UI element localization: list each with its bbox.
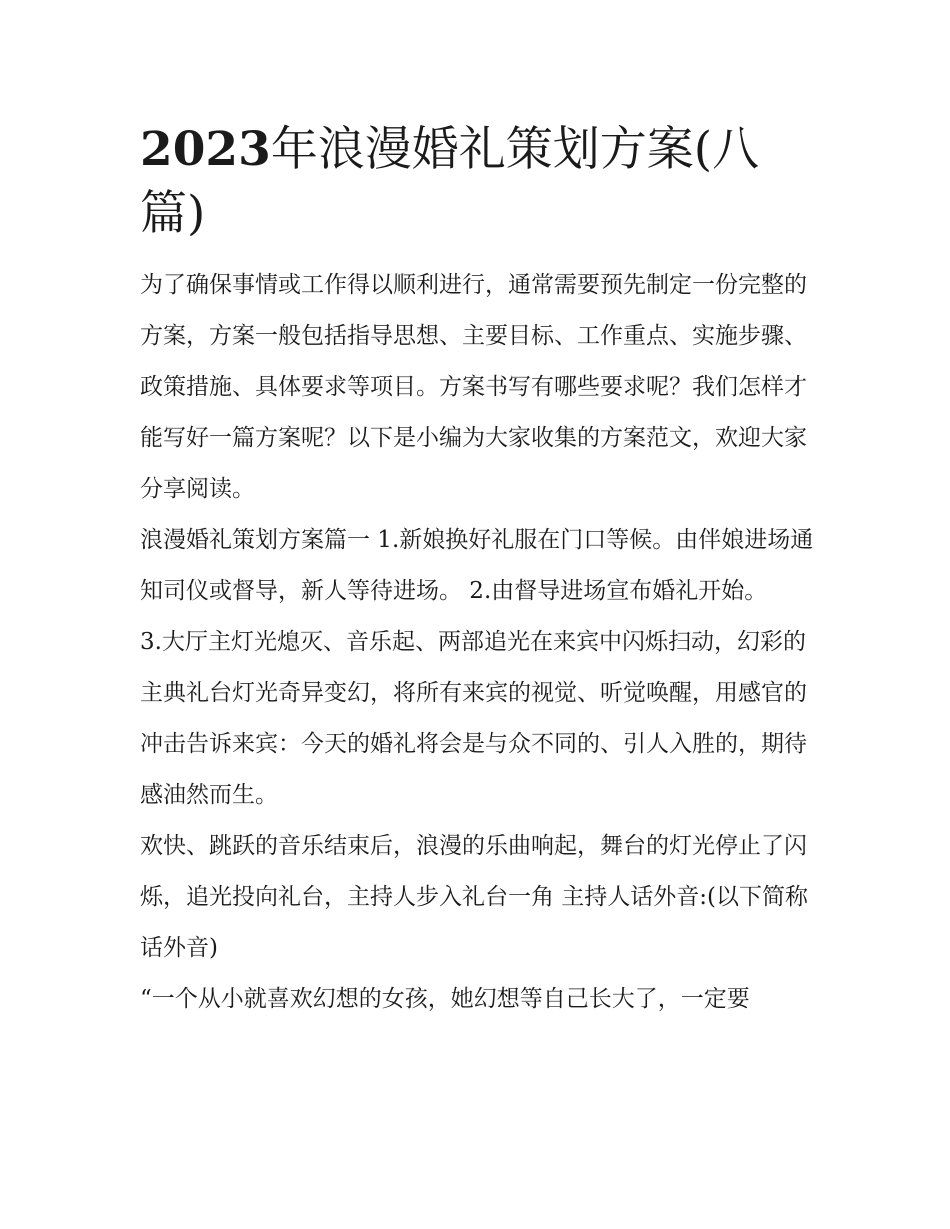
paragraph-intro: 为了确保事情或工作得以顺利进行，通常需要预先制定一份完整的方案，方案一般包括指导思想、主要目标、工作重点、实施步骤、政策措施、具体要求等项目。方案书写有哪些要求呢？我们怎样才能写好一篇方案呢？以下是小编为大家收集的方案范文，欢迎大家分享阅读。 [140,272,807,502]
document-title [140,118,815,246]
title-text: 年浪漫婚礼策划方案(八篇) [140,122,760,241]
paragraph-step-three: 3.大厅主灯光熄灭、音乐起、两部追光在来宾中闪烁扫动，幻彩的主典礼台灯光奇异变幻，将所有来宾的视觉、听觉唤醒，用感官的冲击告诉来宾：今天的婚礼将会是与众不同的、引人入胜的，期待感油然而生。 [140,629,807,808]
paragraph-quote: “一个从小就喜欢幻想的女孩，她幻想等自己长大了，一定要 [140,986,750,1012]
paragraph-plan-one: 浪漫婚礼策划方案篇一 1.新娘换好礼服在门口等候。由伴娘进场通知司仪或督导，新人等待进场。 2.由督导进场宣布婚礼开始。 [140,527,814,604]
document-body [140,118,815,1025]
paragraph-host-entrance: 欢快、跳跃的音乐结束后，浪漫的乐曲响起，舞台的灯光停止了闪烁，追光投向礼台，主持人步入礼台一角 主持人话外音:(以下简称话外音) [140,833,809,961]
title-year: 2023 [140,122,271,177]
